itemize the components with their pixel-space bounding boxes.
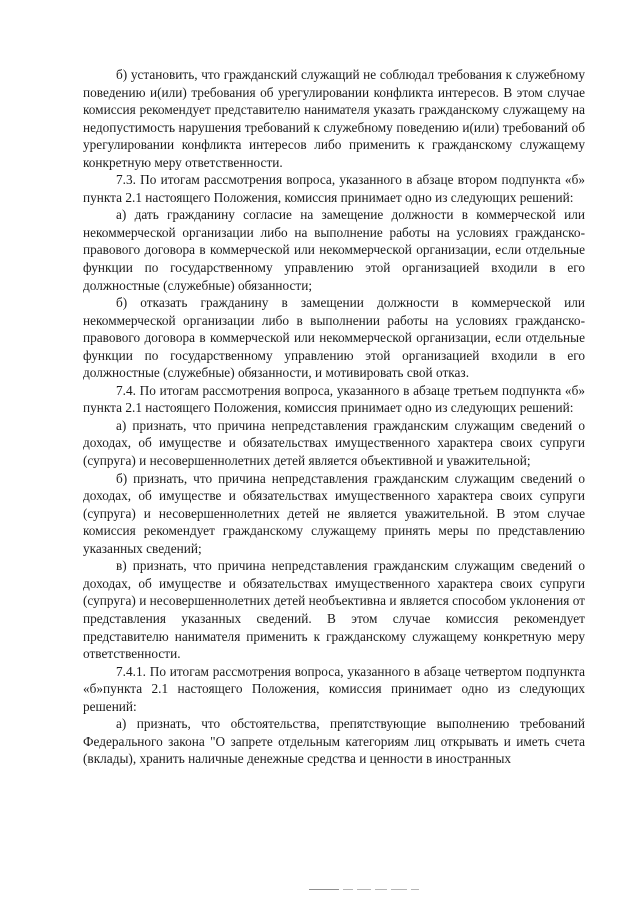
paragraph: в) признать, что причина непредставления гражданским служащим сведений о доходах, об имуществе и обязательствах имущественного характера своих супруги (супруга) и несовершеннолетних детей необъективна и является способом уклонения от представления указанных сведений. В этом случае комиссия рекомендует представителю нанимателя применить к гражданскому служащему конкретную меру ответственности. bbox=[83, 558, 585, 662]
paragraph: б) признать, что причина непредставления гражданским служащим сведений о доходах, об имуществе и обязательствах имущественного характера своих супруги (супруга) и несовершеннолетних детей не является уважительной. В этом случае комиссия рекомендует гражданскому служащему принять меры по представлению указанных сведений; bbox=[83, 470, 585, 556]
paragraph: б) отказать гражданину в замещении должности в коммерческой или некоммерческой организации либо в выполнении работы на условиях гражданско-правового договора в коммерческой или некоммерческой организации, если отдельные функции по государственному управлению этой организацией входили в его должностные (служебные) обязанности, и мотивировать свой отказ. bbox=[83, 295, 585, 381]
paragraph: 7.4. По итогам рассмотрения вопроса, указанного в абзаце третьем подпункта «б» пункта 2.1 настоящего Положения, комиссия принимает одно из следующих решений: bbox=[83, 382, 585, 416]
paragraph: б) установить, что гражданский служащий не соблюдал требования к служебному поведению и(или) требования об урегулировании конфликта интересов. В этом случае комиссия рекомендует представителю нанимателя указать гражданскому служащему на недопустимость нарушения требований к служебному поведению и(или) требований об урегулировании конфликта интересов либо применить к гражданскому служащему конкретную меру ответственности. bbox=[83, 67, 585, 170]
footer-scan-mark bbox=[357, 889, 371, 890]
paragraph: а) признать, что обстоятельства, препятствующие выполнению требований Федерального закона "О запрете отдельным категориям лиц открывать и иметь счета (вклады), хранить наличные денежные средства и ценности в иностранных bbox=[83, 716, 585, 767]
footer-scan-mark bbox=[391, 889, 407, 890]
footer-scan-mark bbox=[309, 889, 339, 890]
paragraph: а) признать, что причина непредставления гражданским служащим сведений о доходах, об имуществе и обязательствах имущественного характера своих супруги (супруга) и несовершеннолетних детей является объективной и уважительной; bbox=[83, 417, 585, 469]
paragraph: а) дать гражданину согласие на замещение должности в коммерческой или некоммерческой организации либо на выполнение работы на условиях гражданско-правового договора в коммерческой или некоммерческой организации, если отдельные функции по государственному управлению этой организацией входили в его должностные (служебные) обязанности; bbox=[83, 207, 585, 293]
document-page bbox=[83, 66, 585, 768]
paragraph: 7.3. По итогам рассмотрения вопроса, указанного в абзаце втором подпункта «б» пункта 2.1 настоящего Положения, комиссия принимает одно из следующих решений: bbox=[83, 172, 585, 205]
footer-scan-mark bbox=[411, 889, 419, 890]
paragraph: 7.4.1. По итогам рассмотрения вопроса, указанного в абзаце четвертом подпункта «б»пункта 2.1 настоящего Положения, комиссия принимает одно из следующих решений: bbox=[83, 663, 585, 714]
footer-scan-mark bbox=[343, 889, 353, 890]
footer-scan-mark bbox=[375, 889, 387, 890]
